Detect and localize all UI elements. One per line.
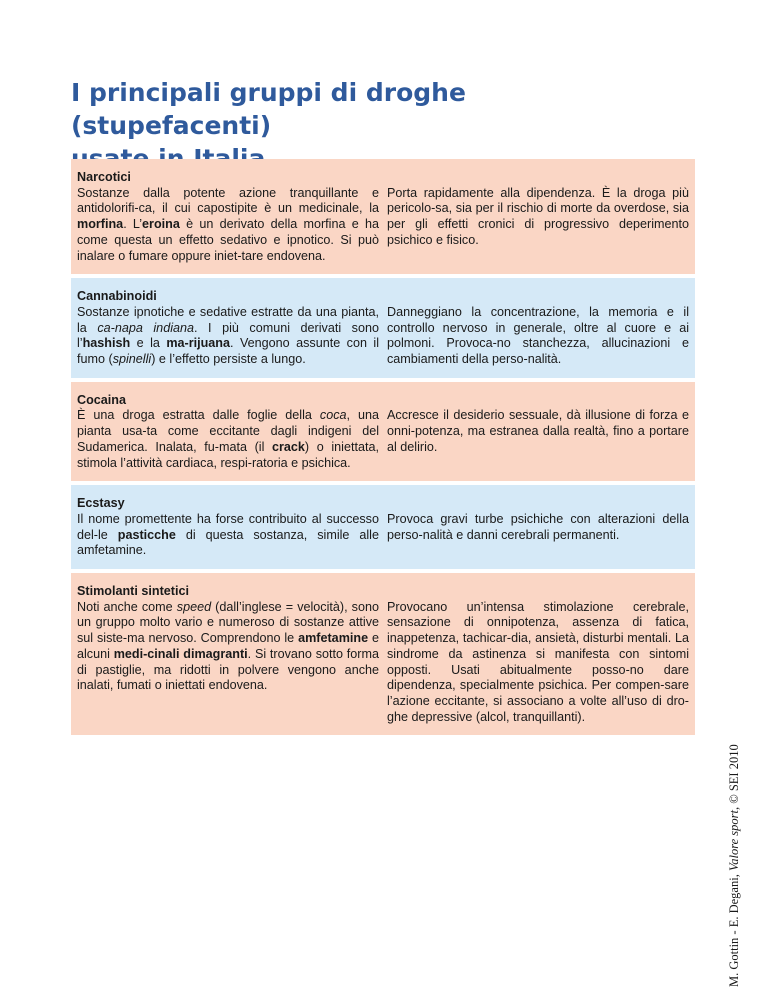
row-effects bbox=[383, 584, 695, 725]
row-description-text bbox=[77, 512, 379, 557]
row-description-text bbox=[77, 186, 379, 263]
text-run: . I più comuni derivati sono l’ bbox=[77, 320, 379, 351]
bold-term: pasticche bbox=[117, 527, 176, 542]
text-run: è un derivato della morfina e ha come questa un effetto sedativo e ipnotico. Si può inalare o fumare oppure iniet-tare endovena. bbox=[77, 217, 379, 263]
row-description-text bbox=[77, 600, 379, 693]
text-run: . Si trovano sotto forma di pastiglie, ma ridotti in polvere vengono anche inalati, fumati o iniettati endovena. bbox=[77, 646, 379, 693]
row-description bbox=[71, 289, 383, 368]
row-effects-text: Danneggiano la concentrazione, la memoria e il controllo nervoso in generale, oltre al cuore e ai polmoni. Provoca-no stanchezza, allucinazioni e cambiamenti della perso-nalità. bbox=[387, 304, 689, 367]
row-effects-text: Provoca gravi turbe psichiche con alterazioni della perso-nalità e danni cerebrali permanenti. bbox=[387, 511, 689, 542]
bold-term: amfetamine bbox=[298, 631, 369, 646]
text-run: e la bbox=[130, 336, 167, 351]
row-cocaina bbox=[71, 382, 695, 482]
text-run: ) e l’effetto persiste a lungo. bbox=[151, 352, 306, 367]
drug-groups-table bbox=[71, 159, 695, 739]
bold-term: ma-rijuana bbox=[166, 336, 231, 351]
row-heading: Cannabinoidi bbox=[77, 289, 157, 304]
row-effects bbox=[383, 289, 695, 368]
row-narcotici bbox=[71, 159, 695, 274]
row-description bbox=[71, 496, 383, 559]
copyright-authors: M. Gottin - E. Degani, bbox=[727, 871, 741, 987]
text-run: Noti anche come bbox=[77, 599, 177, 614]
title-line-1: I principali gruppi di droghe (stupefacenti) bbox=[71, 78, 466, 140]
row-ecstasy bbox=[71, 485, 695, 569]
italic-term: coca bbox=[319, 408, 347, 423]
text-run: . Vengono assunte con il fumo ( bbox=[77, 336, 379, 367]
row-heading: Stimolanti sintetici bbox=[77, 584, 189, 599]
text-run: di questa sostanza, simile alle amfetamine. bbox=[77, 527, 379, 558]
copyright-note bbox=[727, 744, 742, 987]
row-effects bbox=[383, 170, 695, 264]
row-heading: Ecstasy bbox=[77, 496, 125, 511]
row-cannabinoidi bbox=[71, 278, 695, 378]
italic-term: speed bbox=[176, 599, 212, 614]
bold-term: medi-cinali dimagranti bbox=[113, 646, 248, 661]
row-heading: Narcotici bbox=[77, 170, 131, 184]
text-run: . L’ bbox=[123, 217, 143, 232]
bold-term: hashish bbox=[82, 336, 131, 351]
bold-term: eroina bbox=[142, 217, 180, 232]
row-effects-text: Provocano un’intensa stimolazione cerebrale, sensazione di onnipotenza, assenza di fatica, inappetenza, tachicar-dia, ansietà, disturbi mentali. La sindrome da astinenza si manifesta con sintomi opposti. Usati abitualmente posso-no dare dipendenza, specialmente psichica. Per compen-sare l’azione eccitante, si associano a volte all’uso di dro-ghe depressive (alcol, tranquillanti). bbox=[387, 599, 689, 724]
bold-term: morfina bbox=[77, 217, 124, 232]
row-description-text bbox=[77, 408, 379, 469]
row-effects bbox=[383, 393, 695, 472]
text-run: ) o iniettata, stimola l’attività cardiaca, respi-ratoria e psichica. bbox=[77, 439, 379, 470]
row-description bbox=[71, 170, 383, 264]
copyright-book: Valore sport bbox=[727, 810, 741, 872]
copyright-publisher: , © SEI 2010 bbox=[727, 744, 741, 811]
row-effects bbox=[383, 496, 695, 559]
bold-term: crack bbox=[272, 439, 305, 454]
text-run: Il nome promettente ha forse contribuito al successo del-le bbox=[77, 511, 379, 542]
text-run: Sostanze ipnotiche e sedative estratte da una pianta, la bbox=[77, 304, 379, 335]
row-effects-text: Accresce il desiderio sessuale, dà illusione di forza e onni-potenza, ma estranea dalla realtà, fino a portare al delirio. bbox=[387, 408, 689, 454]
row-effects-text: Porta rapidamente alla dipendenza. È la droga più pericolo-sa, sia per il rischio di morte da overdose, sia per gli effetti cronici di progressivo deperimento psichico e fisico. bbox=[387, 185, 689, 247]
text-run: Sostanze dalla potente azione tranquillante e antidolorifi-ca, il cui capostipite è un medicinale, la bbox=[77, 185, 379, 216]
row-description bbox=[71, 584, 383, 725]
text-run: (dall’inglese = velocità), sono un gruppo molto vario e numeroso di sostanze attive sul siste-ma nervoso. Comprendono le bbox=[77, 599, 379, 646]
row-description bbox=[71, 393, 383, 472]
row-heading: Cocaina bbox=[77, 392, 126, 407]
italic-term: ca-napa indiana bbox=[97, 320, 195, 335]
text-run: È una droga estratta dalle foglie della bbox=[77, 408, 320, 423]
text-run: , una pianta usa-ta come eccitante dagli indigeni del Sudamerica. Inalata, fu-mata (il bbox=[77, 408, 380, 454]
italic-term: spinelli bbox=[112, 352, 152, 367]
text-run: e alcuni bbox=[77, 631, 379, 661]
row-stimolanti-sintetici bbox=[71, 573, 695, 735]
row-description-text bbox=[77, 305, 379, 366]
